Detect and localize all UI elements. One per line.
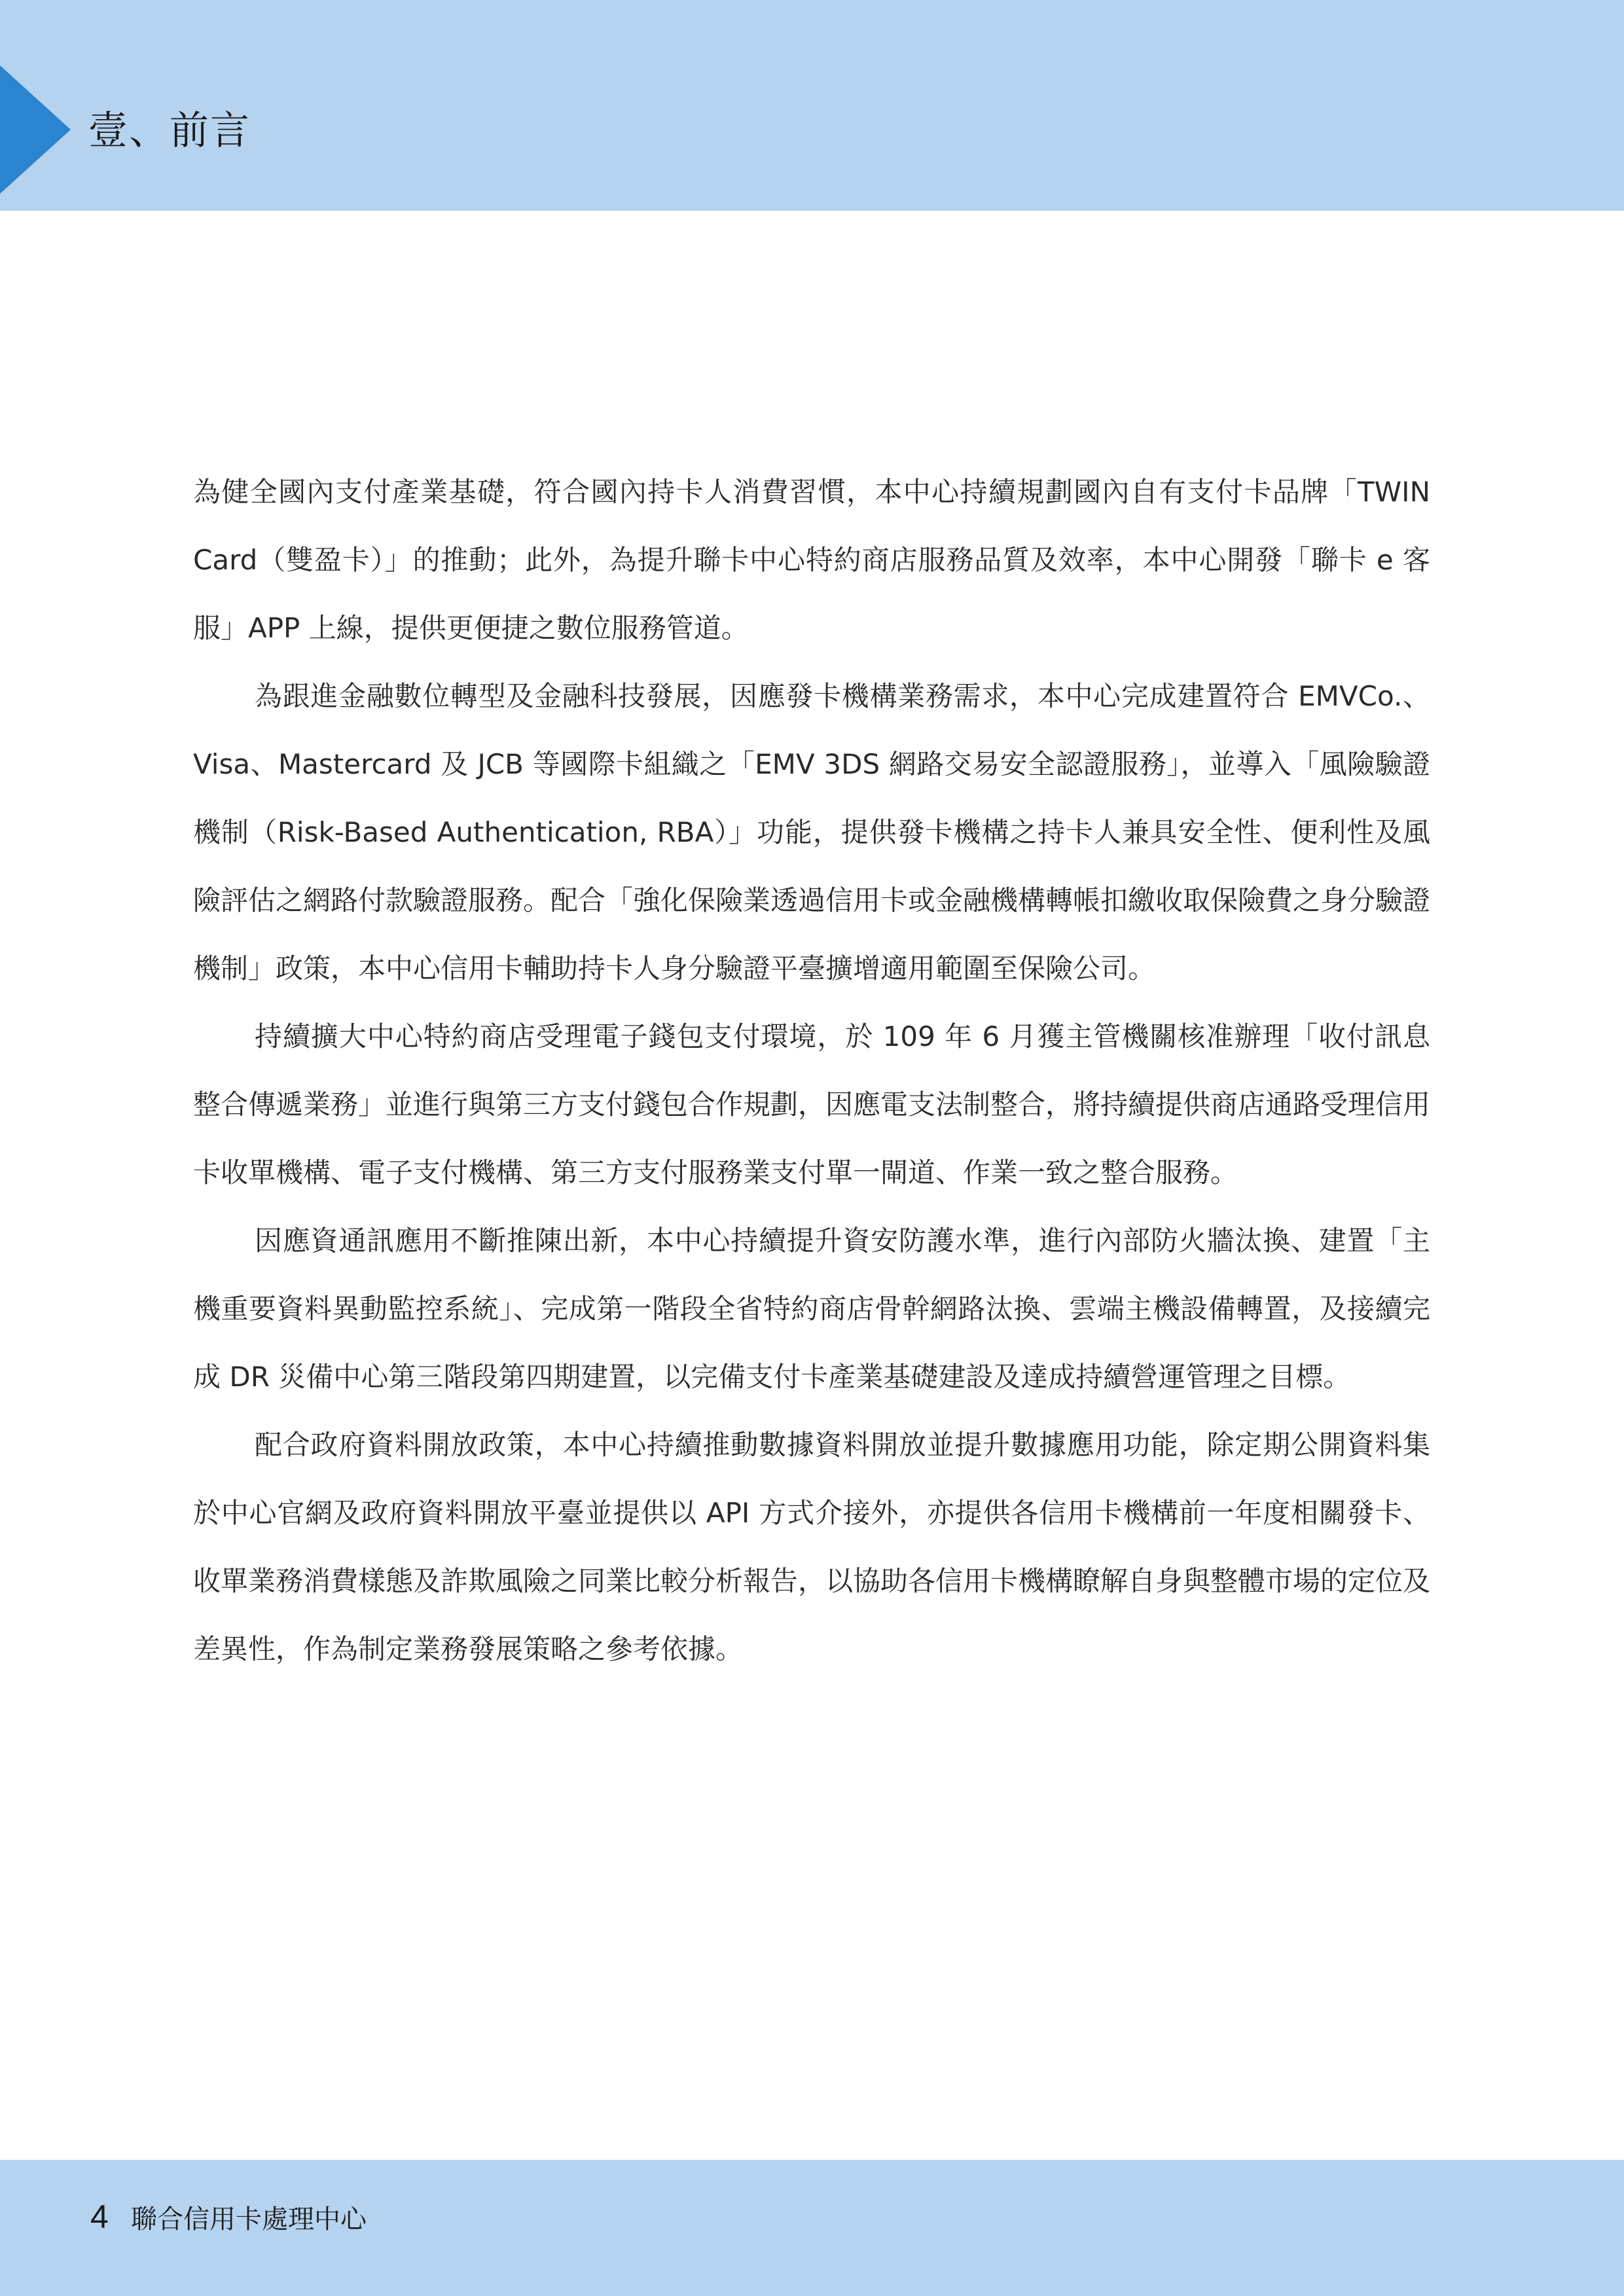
paragraph-4: 因應資通訊應用不斷推陳出新，本中心持續提升資安防護水準，進行內部防火牆汰換、建置「主機重要資料異動監控系統」、完成第一階段全省特約商店骨幹網路汰換、雲端主機設備轉置，及接續完成 DR 災備中心第三階段第四期建置，以完備支付卡產業基礎建設及達成持續營運管理之目標。 (193, 1225, 1430, 1393)
section-arrow-icon (0, 65, 71, 194)
paragraph-2: 為跟進金融數位轉型及金融科技發展，因應發卡機構業務需求，本中心完成建置符合 EMVCo.、Visa、Mastercard 及 JCB 等國際卡組織之「EMV 3DS 網路交易安全認證服務」，並導入「風險驗證機制（Risk-Based Authentication, RBA）」功能，提供發卡機構之持卡人兼具安全性、便利性及風險評估之網路付款驗證服務。配合「強化保險業透過信用卡或金融機構轉帳扣繳收取保險費之身分驗證機制」政策，本中心信用卡輔助持卡人身分驗證平臺擴增適用範圍至保險公司。 (193, 680, 1431, 984)
body-text (193, 458, 1430, 1683)
paragraph-5: 配合政府資料開放政策，本中心持續推動數據資料開放並提升數據應用功能，除定期公開資料集於中心官網及政府資料開放平臺並提供以 API 方式介接外，亦提供各信用卡機構前一年度相關發卡、收單業務消費樣態及詐欺風險之同業比較分析報告，以協助各信用卡機構瞭解自身與整體市場的定位及差異性，作為制定業務發展策略之參考依據。 (193, 1429, 1431, 1665)
footer-organization: 聯合信用卡處理中心 (131, 2204, 367, 2234)
paragraph-1: 為健全國內支付產業基礎，符合國內持卡人消費習慣，本中心持續規劃國內自有支付卡品牌「TWIN Card（雙盈卡）」的推動；此外，為提升聯卡中心特約商店服務品質及效率，本中心開發「聯卡 e 客服」APP 上線，提供更便捷之數位服務管道。 (193, 476, 1430, 644)
section-title: 壹、前言 (88, 108, 251, 154)
page-number: 4 (90, 2198, 109, 2235)
paragraph-3: 持續擴大中心特約商店受理電子錢包支付環境，於 109 年 6 月獲主管機關核准辦理「收付訊息整合傳遞業務」並進行與第三方支付錢包合作規劃，因應電支法制整合，將持續提供商店通路受理信用卡收單機構、電子支付機構、第三方支付服務業支付單一閘道、作業一致之整合服務。 (193, 1020, 1431, 1189)
